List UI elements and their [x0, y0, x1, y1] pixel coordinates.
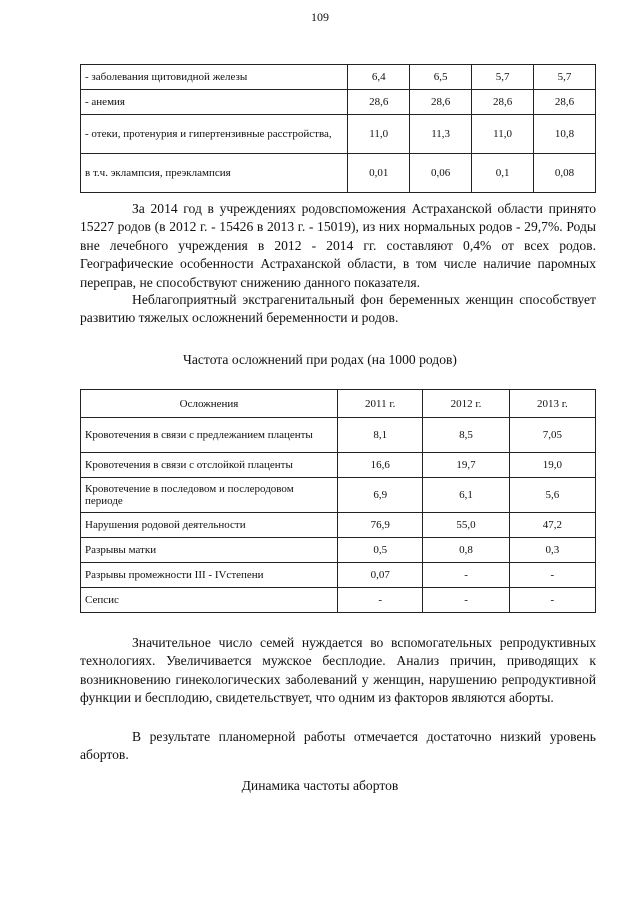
- table-caption: Частота осложнений при родах (на 1000 родов): [183, 352, 457, 367]
- row-label: Разрывы промежности III - IVстепени: [81, 563, 338, 588]
- row-label: Разрывы матки: [81, 538, 338, 563]
- row-label: Кровотечение в последовом и послеродовом периоде: [81, 478, 338, 513]
- row-label: Кровотечения в связи с отслойкой плаценты: [81, 453, 338, 478]
- row-label: - отеки, протенурия и гипертензивные расстройства,: [81, 115, 348, 154]
- table-cell: 19,7: [423, 453, 509, 478]
- table-cell: 16,6: [338, 453, 423, 478]
- row-label: - анемия: [81, 90, 348, 115]
- row-label: Кровотечения в связи с предлежанием плаценты: [81, 418, 338, 453]
- table-cell: 8,1: [338, 418, 423, 453]
- table-cell: 5,6: [509, 478, 595, 513]
- complications-table-continued: [80, 64, 596, 193]
- table-cell: 10,8: [534, 115, 596, 154]
- table-cell: 11,3: [410, 115, 472, 154]
- row-label: в т.ч. эклампсия, преэклампсия: [81, 154, 348, 193]
- table-header-row: [81, 390, 596, 418]
- birth-complications-table: [80, 389, 596, 613]
- table-cell: -: [338, 588, 423, 613]
- row-label: Сепсис: [81, 588, 338, 613]
- table-cell: 6,4: [348, 65, 410, 90]
- table-cell: 11,0: [348, 115, 410, 154]
- table-row: [81, 90, 596, 115]
- table-cell: 0,3: [509, 538, 595, 563]
- column-header: 2013 г.: [509, 390, 595, 418]
- table-cell: 0,07: [338, 563, 423, 588]
- table-cell: 6,9: [338, 478, 423, 513]
- table-cell: 0,5: [338, 538, 423, 563]
- paragraph-complications: Неблагоприятный экстрагенитальный фон беременных женщин способствует развитию тяжелых осложнений беременности и родов.: [80, 292, 596, 326]
- table-cell: 0,06: [410, 154, 472, 193]
- table-cell: 28,6: [472, 90, 534, 115]
- table-cell: 5,7: [472, 65, 534, 90]
- table-row: [81, 513, 596, 538]
- table-cell: 19,0: [509, 453, 595, 478]
- row-label: Нарушения родовой деятельности: [81, 513, 338, 538]
- table-cell: 5,7: [534, 65, 596, 90]
- page-number: 109: [311, 10, 329, 24]
- table-cell: 11,0: [472, 115, 534, 154]
- table-cell: 76,9: [338, 513, 423, 538]
- table-cell: -: [509, 563, 595, 588]
- table-row: [81, 65, 596, 90]
- table-cell: 0,08: [534, 154, 596, 193]
- table-cell: 55,0: [423, 513, 509, 538]
- column-header: 2012 г.: [423, 390, 509, 418]
- table-cell: 47,2: [509, 513, 595, 538]
- column-header: 2011 г.: [338, 390, 423, 418]
- paragraph-births: За 2014 год в учреждениях родовспоможения Астраханской области принято 15227 родов (в 2012 г. - 15426 в 2013 г. - 15019), из них нормальных родов - 29,7%. Роды вне лечебного учреждения в 2012 - 2014 гг. составляют 0,4% от всех родов. Географические особенности Астраханской области, в том числе наличие паромных переправ, не способствуют снижению данного показателя.: [80, 201, 596, 290]
- section-caption: Динамика частоты абортов: [241, 778, 399, 793]
- table-row: [81, 115, 596, 154]
- paragraph-abortion-level: В результате планомерной работы отмечается достаточно низкий уровень абортов.: [80, 729, 596, 763]
- table-cell: -: [423, 563, 509, 588]
- paragraph-infertility: Значительное число семей нуждается во вспомогательных репродуктивных технологиях. Увеличивается мужское бесплодие. Анализ причин, приводящих к возникновению гинекологических заболеваний у женщин, нарушению репродуктивной функции и бесплодию, свидетельствует, что одним из факторов являются аборты.: [80, 635, 596, 706]
- table-row: [81, 453, 596, 478]
- table-cell: 8,5: [423, 418, 509, 453]
- table-cell: -: [423, 588, 509, 613]
- table-cell: 6,1: [423, 478, 509, 513]
- table-row: [81, 588, 596, 613]
- table-row: [81, 538, 596, 563]
- table-row: [81, 154, 596, 193]
- table-cell: 28,6: [348, 90, 410, 115]
- table-cell: -: [509, 588, 595, 613]
- table-cell: 28,6: [534, 90, 596, 115]
- table-cell: 28,6: [410, 90, 472, 115]
- table-row: [81, 563, 596, 588]
- table-row: [81, 418, 596, 453]
- row-label: - заболевания щитовидной железы: [81, 65, 348, 90]
- table-cell: 7,05: [509, 418, 595, 453]
- table-cell: 0,8: [423, 538, 509, 563]
- column-header: Осложнения: [81, 390, 338, 418]
- table-row: [81, 478, 596, 513]
- table-cell: 0,01: [348, 154, 410, 193]
- table-cell: 6,5: [410, 65, 472, 90]
- table-cell: 0,1: [472, 154, 534, 193]
